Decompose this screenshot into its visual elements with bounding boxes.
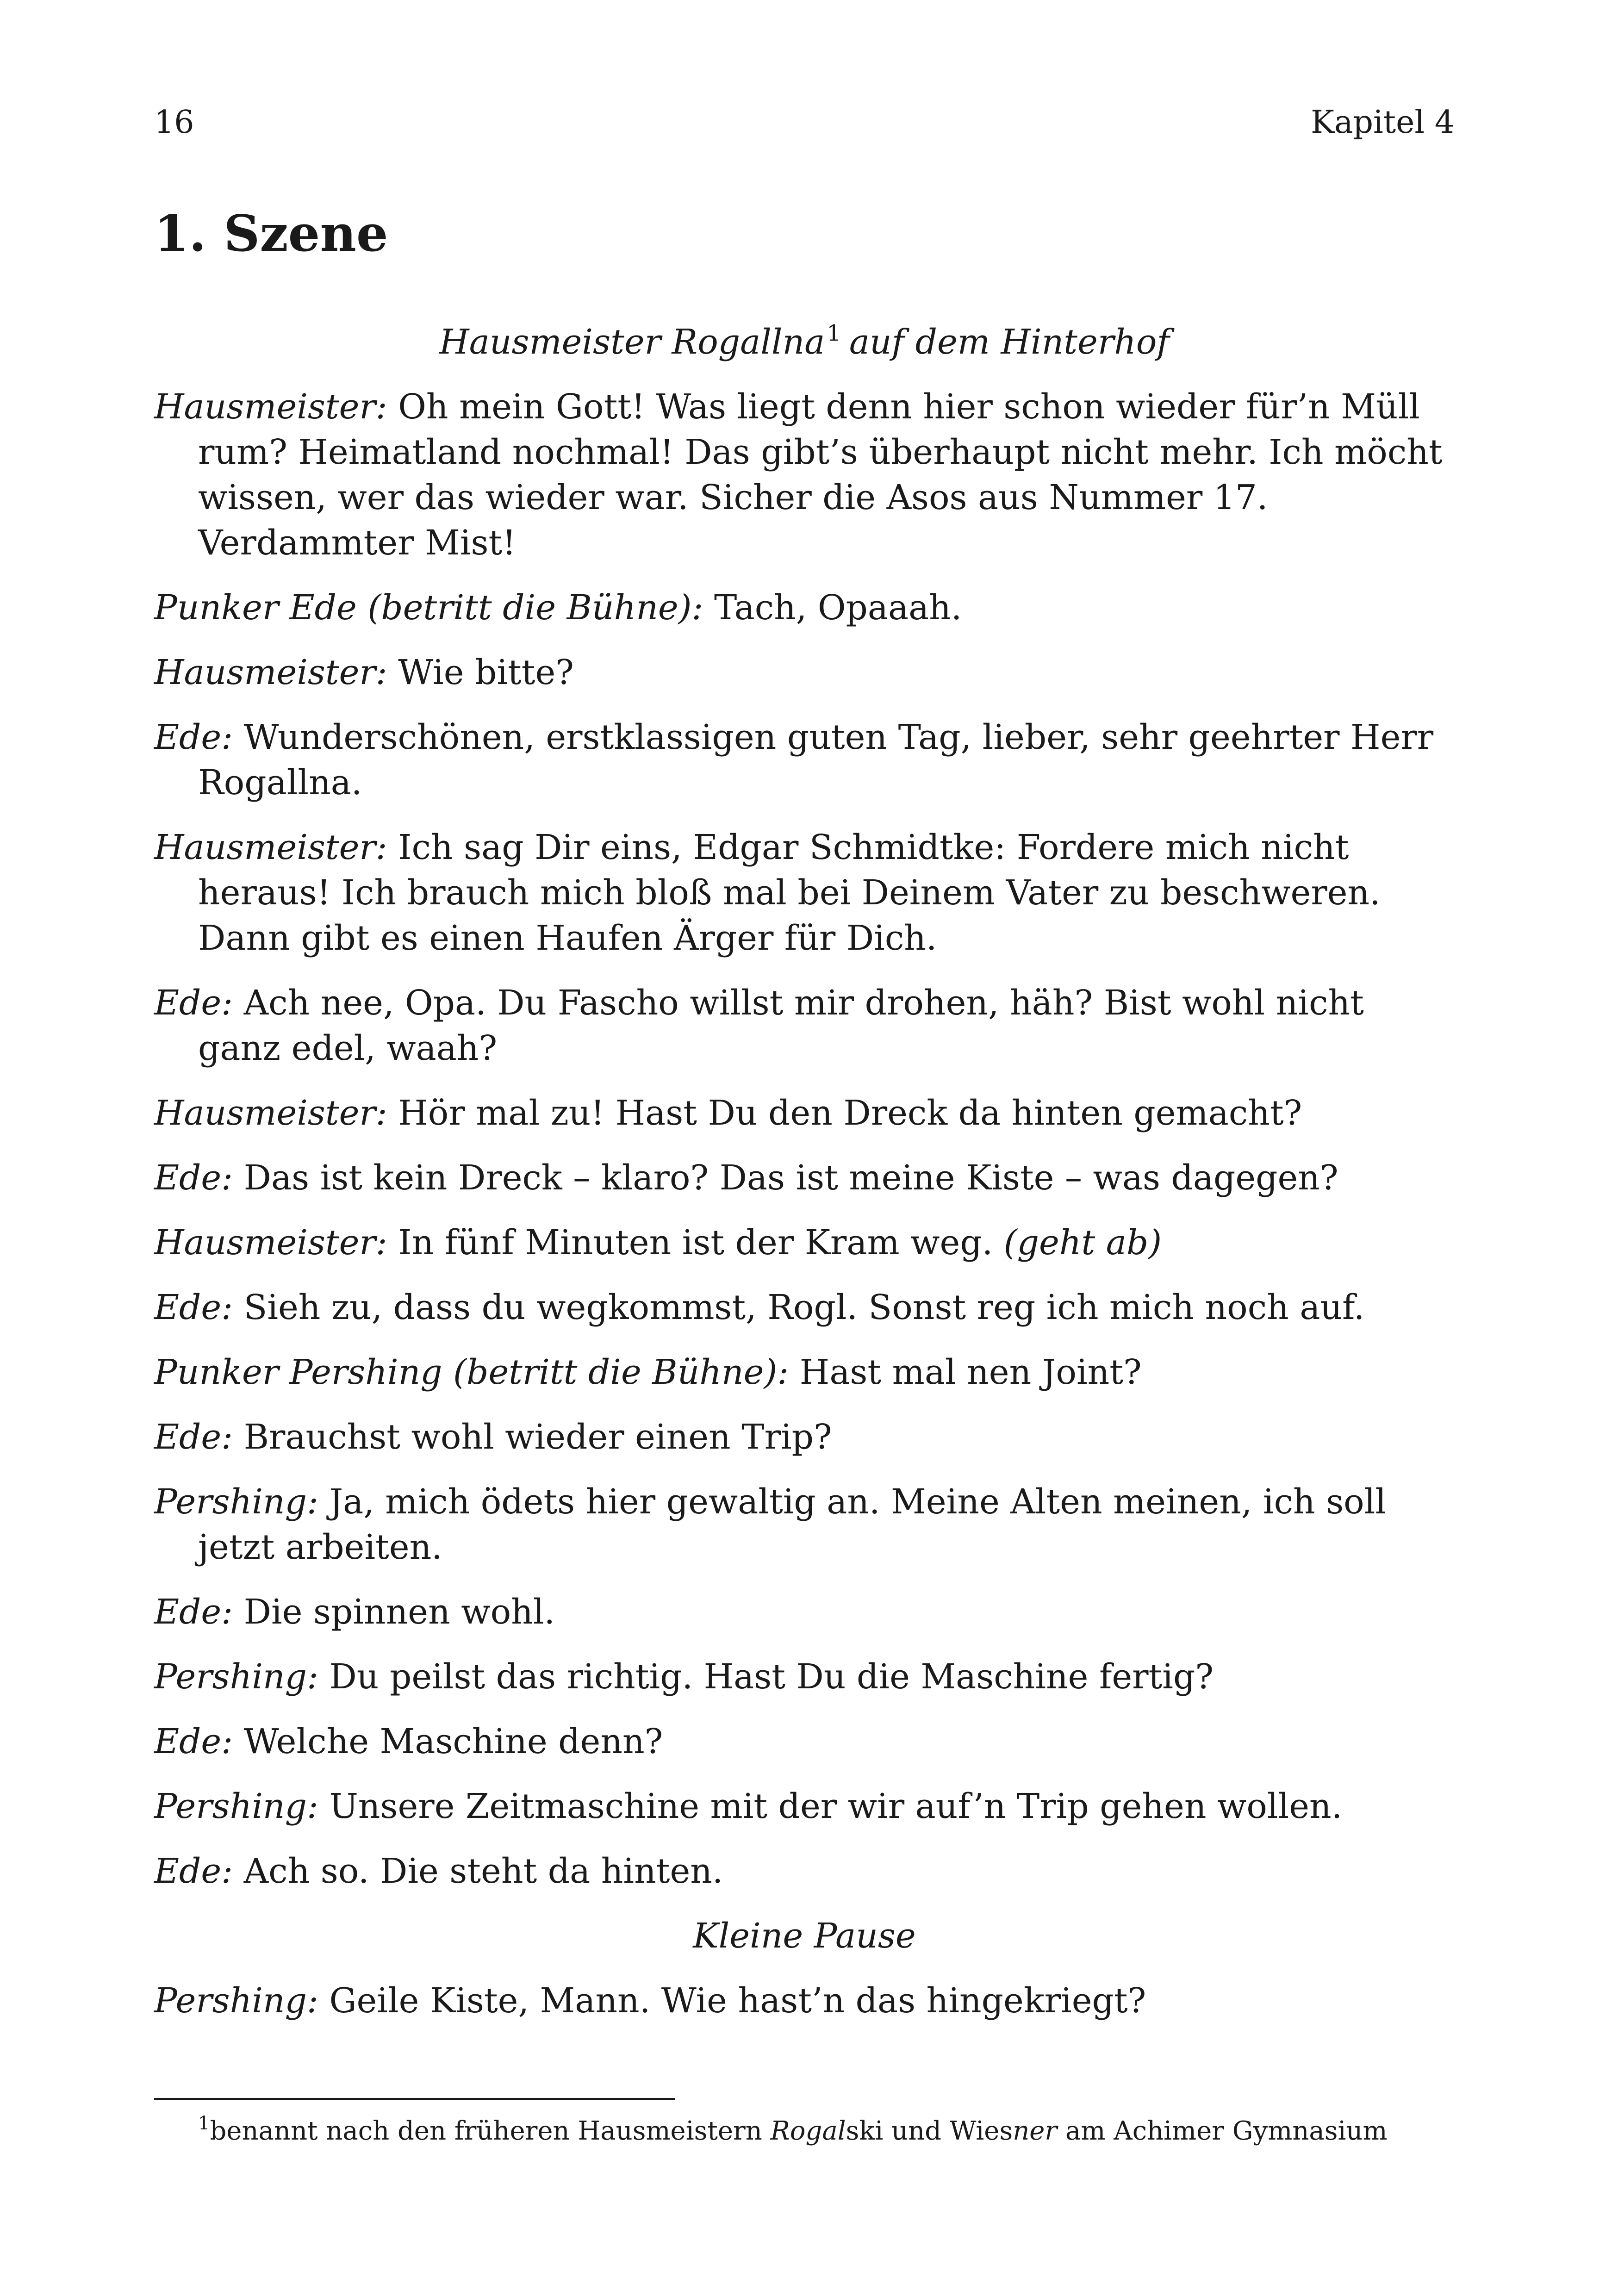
speaker-name: Pershing: [154,1786,318,1826]
dialogue-text: Wie bitte? [398,653,574,692]
footnote-text-mid: ski und Wies [846,2116,1013,2146]
dialogue-line [154,1848,1455,1894]
page-number: 16 [154,104,194,141]
dialogue-line [154,384,1455,566]
dialogue-text: Ach nee, Opa. Du Fascho willst mir drohen, häh? Bist wohl nicht ganz edel, waah? [198,983,1364,1068]
speaker-name: Hausmeister: [154,1223,387,1263]
dialogue-text: Geile Kiste, Mann. Wie hast’n das hingekriegt? [329,1981,1146,2021]
dialogue-text: Ach so. Die steht da hinten. [243,1851,723,1891]
dialogue-line [154,715,1455,805]
dialogue-line [154,1978,1455,2023]
speaker-name: Pershing: [154,1657,318,1697]
speaker-name: Punker Ede (betritt die Bühne): [154,588,703,628]
speaker-name: Hausmeister: [154,387,387,427]
dialogue-text: Ich sag Dir eins, Edgar Schmidtke: Fordere mich nicht heraus! Ich brauch mich bloß mal bei Deinem Vater zu beschweren. Dann gibt es einen Haufen Ärger für Dich. [198,828,1381,958]
dialogue-text: Brauchst wohl wieder einen Trip? [243,1417,832,1457]
dialogue-text: Tach, Opaaah. [714,588,962,628]
footnote-rule [154,2098,675,2100]
dialogue-line [154,980,1455,1071]
dialogue-line [154,1350,1455,1395]
dialogue-line [154,1589,1455,1635]
speaker-name: Hausmeister: [154,828,387,867]
stage-direction-inline: (geht ab) [1003,1223,1162,1263]
dialogue-line [154,1220,1455,1265]
dialogue-text: Ja, mich ödets hier gewaltig an. Meine Alten meinen, ich soll jetzt arbeiten. [198,1482,1387,1567]
book-page [154,0,1455,2296]
dialogue-line [154,585,1455,630]
speaker-name: Punker Pershing (betritt die Bühne): [154,1352,789,1392]
speaker-name: Pershing: [154,1482,318,1522]
dialogue-text: Die spinnen wohl. [243,1592,555,1632]
dialogue-text: Wunderschönen, erstklassigen guten Tag, lieber, sehr geehrter Herr Rogallna. [198,717,1434,803]
dialogue-line [154,650,1455,695]
dialogue-line [154,1285,1455,1330]
dialogue-text: Hör mal zu! Hast Du den Dreck da hinten gemacht? [398,1093,1302,1133]
speaker-name: Ede: [154,1722,233,1761]
chapter-label: Kapitel 4 [1311,104,1455,141]
dialogue-line [154,1784,1455,1829]
speaker-name: Ede: [154,983,233,1023]
dialogue-text: Oh mein Gott! Was liegt denn hier schon wieder für’n Müll rum? Heimatland nochmal! Das gibt’s überhaupt nicht mehr. Ich möcht wissen, wer das wieder war. Sicher die Asos aus Nummer 17. Verdammter Mist! [198,387,1443,563]
dialogue-text: Hast mal nen Joint? [799,1352,1142,1392]
setting-tail: auf dem Hinterhof [849,322,1170,362]
dialogue-line [154,1414,1455,1460]
dialogue-text: Du peilst das richtig. Hast Du die Maschine fertig? [329,1657,1214,1697]
setting-text: Hausmeister Rogallna [439,322,825,362]
dialogue-text: Das ist kein Dreck – klaro? Das ist meine Kiste – was dagegen? [243,1158,1338,1198]
speaker-name: Hausmeister: [154,1093,387,1133]
speaker-name: Ede: [154,1288,233,1327]
stage-direction-setting [154,319,1455,365]
dialogue-line [154,825,1455,961]
speaker-name: Ede: [154,1158,233,1198]
running-head [154,100,1455,146]
footnote-mark: 1 [827,320,841,346]
footnote-text-after: am Achimer Gymnasium [1057,2116,1388,2146]
footnote-number: 1 [198,2113,210,2134]
dialogue-line [154,1155,1455,1201]
speaker-name: Hausmeister: [154,653,387,692]
dialogue-text: In fünf Minuten ist der Kram weg. [398,1223,993,1263]
dialogue-text: Sieh zu, dass du wegkommst, Rogl. Sonst reg ich mich noch auf. [243,1288,1365,1327]
dialogue-line [154,1090,1455,1136]
speaker-name: Ede: [154,1417,233,1457]
speaker-name: Ede: [154,1851,233,1891]
footnote-text-before: benannt nach den früheren Hausmeistern [210,2116,771,2146]
dialogue-line [154,1479,1455,1570]
scene-title: 1. Szene [154,205,388,263]
speaker-name: Ede: [154,717,233,757]
stage-direction-pause: Kleine Pause [693,1916,916,1956]
dialogue-text: Unsere Zeitmaschine mit der wir auf’n Trip gehen wollen. [329,1786,1343,1826]
dialogue-text: Welche Maschine denn? [243,1722,663,1761]
footnote-emphasis-rogal: Rogal [770,2116,846,2146]
footnote [198,2113,1388,2150]
play-text [154,319,1455,2043]
dialogue-line [154,1654,1455,1699]
speaker-name: Pershing: [154,1981,318,2021]
footnote-emphasis-ner: ner [1013,2116,1058,2146]
dialogue-line [154,1719,1455,1764]
speaker-name: Ede: [154,1592,233,1632]
